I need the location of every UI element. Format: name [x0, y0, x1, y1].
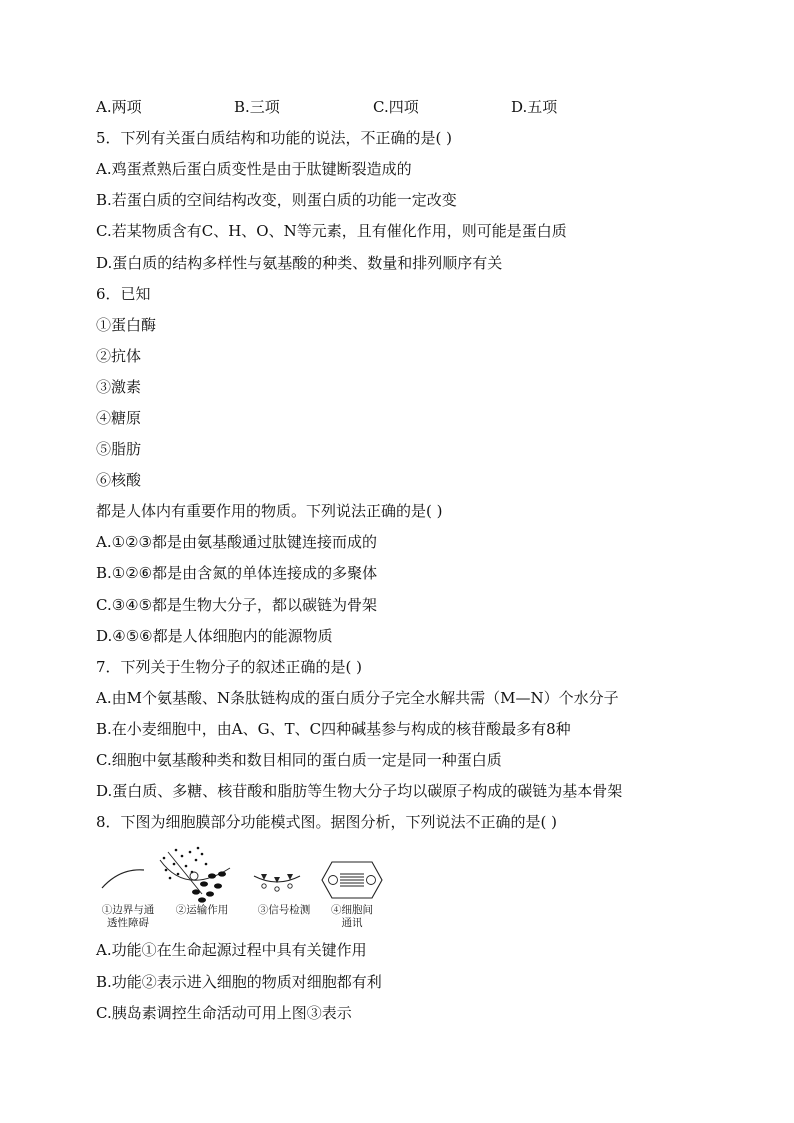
q5-option-c[interactable]: C.若某物质含有C、H、O、N等元素，且有催化作用，则可能是蛋白质: [96, 222, 567, 240]
q6-stem-continued: 都是人体内有重要作用的物质。下列说法正确的是( ): [96, 502, 443, 520]
q5-option-d[interactable]: D.蛋白质的结构多样性与氨基酸的种类、数量和排列顺序有关: [96, 254, 503, 272]
figure-caption-3: [250, 904, 318, 917]
signal-detection-diagram: [252, 862, 302, 902]
q6-item-3: ③激素: [96, 378, 142, 396]
q8-stem: 8．下图为细胞膜部分功能模式图。据图分析，下列说法不正确的是( ): [96, 813, 558, 831]
q4-option-d[interactable]: D.五项: [511, 98, 558, 116]
figure-caption-1-line-1: ①边界与通: [101, 904, 155, 916]
figure-caption-2-line-1: ②运输作用: [175, 904, 229, 916]
q6-option-d[interactable]: D.④⑤⑥都是人体细胞内的能源物质: [96, 627, 333, 645]
q4-option-b[interactable]: B.三项: [234, 98, 280, 116]
q6-stem: 6．已知: [96, 285, 151, 303]
q6-item-5: ⑤脂肪: [96, 440, 142, 458]
q8-option-b[interactable]: B.功能②表示进入细胞的物质对细胞都有利: [96, 973, 382, 991]
q6-option-c[interactable]: C.③④⑤都是生物大分子，都以碳链为骨架: [96, 596, 378, 614]
transport-diagram: [156, 844, 236, 906]
q6-item-1: ①蛋白酶: [96, 316, 157, 334]
q5-option-b[interactable]: B.若蛋白质的空间结构改变，则蛋白质的功能一定改变: [96, 191, 457, 209]
figure-caption-2: [168, 904, 236, 917]
cell-membrane-function-figure: [92, 842, 392, 934]
q5-option-a[interactable]: A.鸡蛋煮熟后蛋白质变性是由于肽键断裂造成的: [96, 160, 412, 178]
q5-stem: 5．下列有关蛋白质结构和功能的说法，不正确的是( ): [96, 129, 453, 147]
q6-item-6: ⑥核酸: [96, 471, 142, 489]
figure-caption-4-line-2: 通讯: [341, 917, 363, 929]
q7-option-b[interactable]: B.在小麦细胞中，由A、G、T、C四种碱基参与构成的核苷酸最多有8种: [96, 720, 571, 738]
figure-caption-4: [322, 904, 382, 930]
cell-communication-diagram: [320, 858, 384, 902]
q7-stem: 7．下列关于生物分子的叙述正确的是( ): [96, 658, 363, 676]
membrane-boundary-diagram: [98, 862, 150, 902]
figure-caption-1: [92, 904, 164, 930]
q6-item-4: ④糖原: [96, 409, 142, 427]
figure-caption-1-line-2: 透性障碍: [107, 917, 149, 929]
q6-option-a[interactable]: A.①②③都是由氨基酸通过肽键连接而成的: [96, 533, 377, 551]
q4-option-a[interactable]: A.两项: [96, 98, 142, 116]
q7-option-d[interactable]: D.蛋白质、多糖、核苷酸和脂肪等生物大分子均以碳原子构成的碳链为基本骨架: [96, 782, 623, 800]
q6-item-2: ②抗体: [96, 347, 142, 365]
figure-caption-3-line-1: ③信号检测: [257, 904, 311, 916]
q6-option-b[interactable]: B.①②⑥都是由含氮的单体连接成的多聚体: [96, 564, 378, 582]
q8-option-a[interactable]: A.功能①在生命起源过程中具有关键作用: [96, 941, 367, 959]
q8-option-c[interactable]: C.胰岛素调控生命活动可用上图③表示: [96, 1004, 352, 1022]
figure-caption-4-line-1: ④细胞间: [331, 904, 373, 916]
q4-option-c[interactable]: C.四项: [373, 98, 419, 116]
q7-option-a[interactable]: A.由M个氨基酸、N条肽链构成的蛋白质分子完全水解共需（M—N）个水分子: [96, 689, 619, 707]
q7-option-c[interactable]: C.细胞中氨基酸种类和数目相同的蛋白质一定是同一种蛋白质: [96, 751, 502, 769]
